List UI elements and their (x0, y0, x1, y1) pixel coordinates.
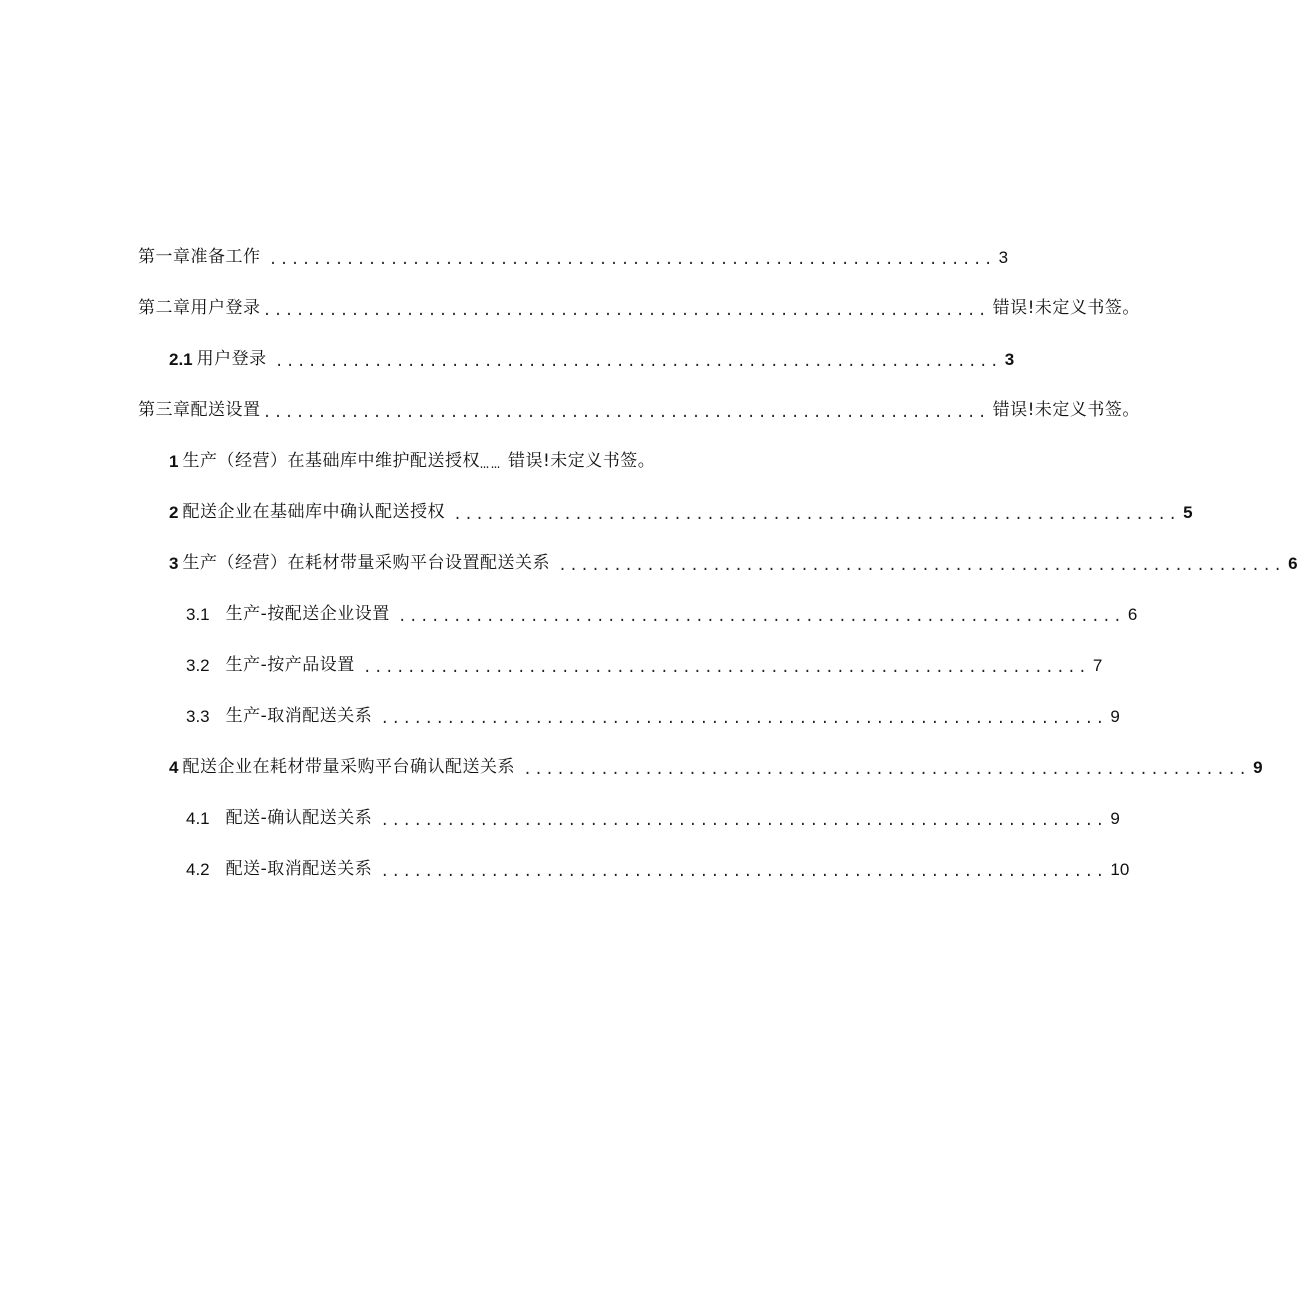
toc-entry-title: 生产-取消配送关系 (225, 705, 373, 726)
toc-entry-page: 9 (1253, 757, 1263, 777)
dot-leader: .................................................................. (522, 761, 1250, 779)
toc-entry[interactable] (138, 288, 1140, 328)
toc-entry-page: 错误!未定义书签。 (992, 399, 1140, 420)
dot-leader: .................................................................. (268, 251, 995, 269)
toc-entry-title: 生产（经营）在耗材带量采购平台设置配送关系 (182, 552, 550, 573)
toc-entry-title: 生产-按产品设置 (225, 654, 355, 675)
toc-entry[interactable] (169, 339, 1015, 379)
toc-entry[interactable] (186, 798, 1120, 838)
toc-entry-page: 7 (1092, 655, 1103, 675)
toc-entry-title: 配送-确认配送关系 (225, 807, 373, 828)
dot-leader: .................................................................. (262, 302, 989, 320)
toc-entry-number: 4 (169, 757, 179, 777)
toc-entry-page: 3 (998, 247, 1009, 267)
toc-entry-title: 生产-按配送企业设置 (225, 603, 390, 624)
toc-entry-title: 第一章准备工作 (138, 246, 261, 267)
dot-leader: .................................................................. (380, 710, 1107, 728)
toc-entry-number: 4.2 (186, 859, 210, 879)
dot-leader: .................................................................. (452, 506, 1180, 524)
toc-entry-page: 10 (1110, 859, 1130, 879)
toc-entry-title: 配送-取消配送关系 (225, 858, 373, 879)
toc-entry-page: 6 (1127, 604, 1138, 624)
dot-leader: .................................................................. (380, 812, 1107, 830)
toc-entry-title: 生产（经营）在基础库中维护配送授权 (182, 450, 480, 471)
toc-entry-title: 配送企业在基础库中确认配送授权 (182, 501, 445, 522)
toc-entry-number: 3.1 (186, 604, 210, 624)
toc-entry-title: 用户登录 (196, 348, 267, 369)
toc-entry[interactable] (169, 543, 1298, 583)
toc-entry-number: 4.1 (186, 808, 210, 828)
toc-entry-title: 第二章用户登录 (138, 297, 261, 318)
toc-entry-page: 9 (1110, 808, 1120, 828)
toc-entry-title: 第三章配送设置 (138, 399, 261, 420)
toc-entry-number: 3.2 (186, 655, 210, 675)
dot-leader: .................................................................. (362, 659, 1089, 677)
toc-entry[interactable] (138, 390, 1140, 430)
toc-entry-number: 3.3 (186, 706, 210, 726)
dot-leader: .................................................................. (397, 608, 1124, 626)
dot-leader: …… (479, 455, 502, 473)
toc-entry-number: 1 (169, 451, 179, 471)
toc-entry-page: 9 (1110, 706, 1120, 726)
toc-entry-page: 3 (1004, 349, 1015, 369)
toc-entry-page: 错误!未定义书签。 (992, 297, 1140, 318)
toc-entry-number: 2.1 (169, 349, 193, 369)
toc-entry-title: 配送企业在耗材带量采购平台确认配送关系 (182, 756, 515, 777)
dot-leader: .................................................................. (274, 353, 1001, 371)
toc-entry[interactable] (169, 441, 749, 481)
dot-leader: .................................................................. (557, 557, 1285, 575)
toc-entry[interactable] (169, 747, 1263, 787)
dot-leader: .................................................................. (380, 863, 1107, 881)
toc-entry-number: 3 (169, 553, 179, 573)
toc-entry[interactable] (186, 696, 1120, 736)
dot-leader: .................................................................. (262, 404, 989, 422)
toc-entry-page: 6 (1288, 553, 1298, 573)
toc-entry[interactable] (186, 645, 1103, 685)
toc-entry[interactable] (186, 849, 1130, 889)
toc-entry[interactable] (169, 492, 1193, 532)
toc-entry[interactable] (186, 594, 1138, 634)
toc-entry[interactable] (138, 237, 1009, 277)
toc-entry-page: 错误!未定义书签。 (507, 450, 656, 471)
toc-entry-number: 2 (169, 502, 179, 522)
toc-entry-page: 5 (1183, 502, 1193, 522)
